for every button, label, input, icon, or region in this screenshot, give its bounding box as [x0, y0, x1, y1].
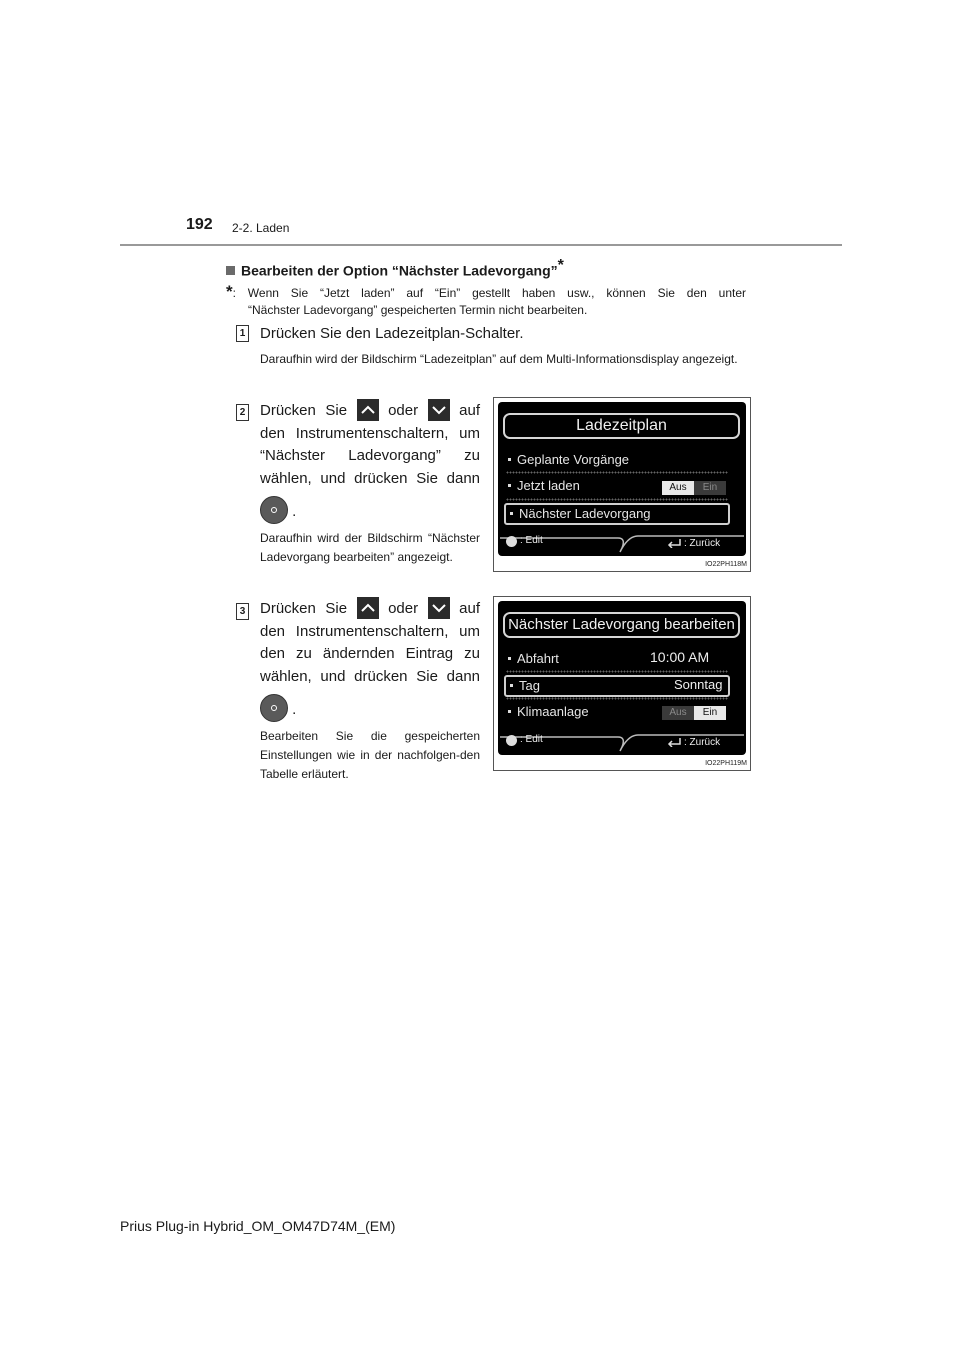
step-number-3: 3: [236, 603, 249, 620]
screen2-title: Nächster Ladevorgang bearbeiten: [503, 612, 740, 638]
dotted-separator: [506, 697, 728, 700]
step1-body: Daraufhin wird der Bildschirm “Ladezeitplan” auf dem Multi-Informationsdisplay angezeigt.: [260, 352, 738, 366]
screen1-display: [498, 402, 746, 556]
step1-title: Drücken Sie den Ladezeitplan-Schalter.: [260, 325, 524, 342]
up-button-icon: [357, 597, 379, 619]
step2-line3: “Nächster Ladevorgang” zu: [260, 447, 480, 464]
screen1-edit: : Edit: [520, 535, 543, 546]
screen2-item-label: Tag: [519, 678, 540, 693]
screen1-item-label: Geplante Vorgänge: [517, 452, 630, 467]
screen2-back: : Zurück: [684, 737, 721, 748]
screen1-item-jetzt: [508, 478, 580, 493]
screen1-toggle: [662, 481, 726, 495]
screen1-title: Ladezeitplan: [503, 413, 740, 439]
screen1-item-label: Nächster Ladevorgang: [519, 506, 651, 521]
document-footer: Prius Plug-in Hybrid_OM_OM47D74M_(EM): [120, 1218, 396, 1234]
footnote-mark: *: [226, 282, 233, 301]
step2-period: .: [292, 503, 297, 520]
dotted-separator: [506, 498, 728, 501]
screen1-item-geplante: [508, 452, 629, 467]
screen2-day: Sonntag: [674, 677, 723, 692]
bullet-dot-icon: [510, 512, 513, 515]
footnote-line2: “Nächster Ladevorgang” gespeicherten Termin nicht bearbeiten.: [248, 303, 588, 317]
subsection-heading: [226, 257, 564, 279]
step3-line2: den Instrumentenschaltern, um: [260, 622, 480, 640]
screen1-back-arrow-icon: [666, 537, 682, 548]
heading-asterisk: *: [557, 257, 564, 274]
bullet-dot-icon: [508, 458, 511, 461]
toggle-ein: Ein: [694, 481, 726, 495]
bullet-dot-icon: [508, 484, 511, 487]
screen1-figure: [493, 397, 751, 572]
screen2-code: IO22PH119M: [705, 760, 747, 767]
step2-t2: oder: [388, 402, 419, 419]
screen2-back-arrow-icon: [666, 736, 682, 747]
dotted-separator: [506, 670, 728, 673]
screen2-knob-icon: [506, 735, 517, 746]
step2-line4: wählen, und drücken Sie dann: [260, 469, 480, 487]
step3-t2: oder: [388, 600, 419, 617]
screen1-back: : Zurück: [684, 538, 721, 549]
heading-text: Bearbeiten der Option “Nächster Ladevorgang”: [241, 262, 558, 279]
screen2-item-label: Abfahrt: [517, 651, 559, 666]
screen2-edit: : Edit: [520, 734, 543, 745]
screen2-toggle: [662, 706, 726, 720]
step3-line3: den zu ändernden Eintrag zu: [260, 645, 480, 662]
step3-line4: wählen, und drücken Sie dann: [260, 667, 480, 685]
step-number-1: 1: [236, 325, 249, 342]
footnote: [226, 283, 746, 319]
screen2-item-label: Klimaanlage: [517, 704, 589, 719]
bullet-dot-icon: [508, 710, 511, 713]
bullet-dot-icon: [510, 684, 513, 687]
section-title: 2-2. Laden: [232, 221, 290, 235]
knob-button-icon: [260, 496, 288, 524]
step2-t3: auf: [459, 402, 480, 419]
step3-t1: Drücken Sie: [260, 600, 348, 617]
square-bullet-icon: [226, 266, 235, 275]
screen2-figure: [493, 596, 751, 771]
screen1-knob-icon: [506, 536, 517, 547]
dotted-separator: [506, 471, 728, 474]
screen2-display: [498, 601, 746, 755]
toggle-aus: Aus: [662, 481, 694, 495]
step2-line2: den Instrumentenschaltern, um: [260, 424, 480, 442]
down-button-icon: [428, 399, 450, 421]
screen2-time: 10:00 AM: [650, 649, 710, 665]
down-button-icon: [428, 597, 450, 619]
screen2-item-klimaanlage: [508, 704, 589, 719]
step2-text: [260, 399, 480, 524]
step2-body: Daraufhin wird der Bildschirm “Nächster Ladevorgang bearbeiten” angezeigt.: [260, 531, 480, 564]
screen1-item-naechster: [504, 503, 730, 525]
footnote-line1: : Wenn Sie “Jetzt laden” auf “Ein” gestellt haben usw., können Sie den unter: [232, 286, 746, 300]
knob-button-icon: [260, 694, 288, 722]
step-number-2: 2: [236, 404, 249, 421]
step3-text: [260, 597, 480, 722]
step3-body: Bearbeiten Sie die gespeicherten Einstellungen wie in der nachfolgen-den Tabelle erläutert.: [260, 729, 480, 781]
toggle-aus: Aus: [662, 706, 694, 720]
step3-period: .: [292, 701, 297, 718]
bullet-dot-icon: [508, 657, 511, 660]
screen2-item-abfahrt: [508, 651, 559, 666]
page-number: 192: [186, 216, 213, 233]
screen1-code: IO22PH118M: [705, 561, 747, 568]
up-button-icon: [357, 399, 379, 421]
screen1-item-label: Jetzt laden: [517, 478, 580, 493]
step2-t1: Drücken Sie: [260, 402, 348, 419]
step3-t3: auf: [459, 600, 480, 617]
toggle-ein: Ein: [694, 706, 726, 720]
header-rule: [120, 244, 842, 246]
